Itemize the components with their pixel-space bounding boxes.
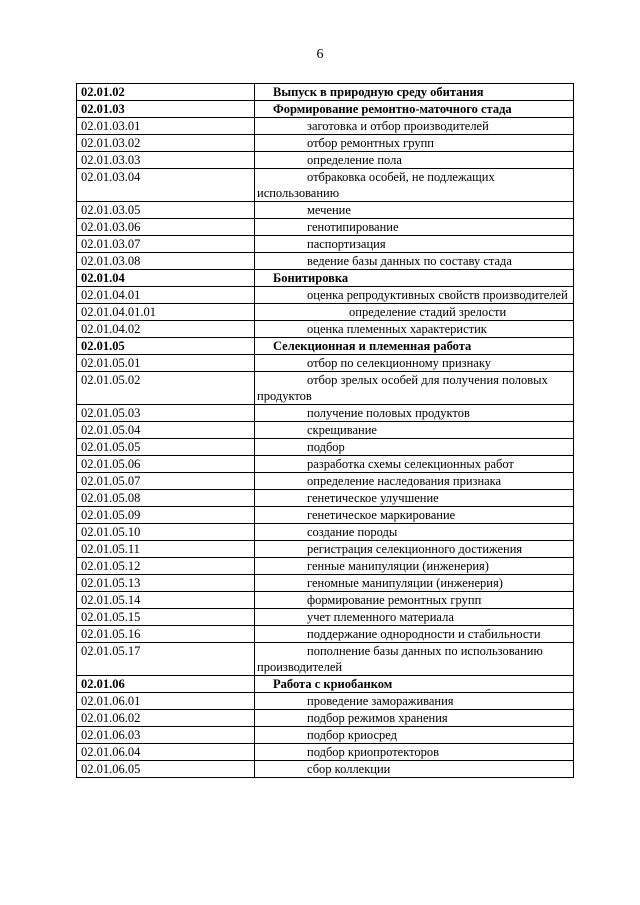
row-code: 02.01.05.06 [77,456,255,473]
table-row [77,439,574,456]
row-description-cell [255,643,574,676]
row-code: 02.01.05.11 [77,541,255,558]
row-description: генетическое улучшение [307,491,439,505]
table-row [77,236,574,253]
row-code: 02.01.03 [77,101,255,118]
row-code: 02.01.05.05 [77,439,255,456]
row-description: создание породы [307,525,398,539]
table-row [77,575,574,592]
table-row [77,727,574,744]
row-description-cell [255,84,574,101]
row-code: 02.01.05.02 [77,372,255,405]
row-description: учет племенного материала [307,610,454,624]
row-description: скрещивание [307,423,377,437]
row-code: 02.01.05.15 [77,609,255,626]
row-description: Формирование ремонтно-маточного стада [273,102,512,116]
row-code: 02.01.02 [77,84,255,101]
row-description-cell [255,439,574,456]
row-code: 02.01.06.05 [77,761,255,778]
row-description: генетическое маркирование [307,508,456,522]
table-row [77,152,574,169]
row-description: заготовка и отбор производителей [307,119,489,133]
row-description: оценка репродуктивных свойств производителей [307,288,568,302]
classification-table [76,83,574,778]
row-code: 02.01.05.12 [77,558,255,575]
row-description: определение стадий зрелости [349,305,507,319]
row-code: 02.01.05.17 [77,643,255,676]
row-description-cell [255,338,574,355]
row-code: 02.01.06.02 [77,710,255,727]
row-description: Работа с криобанком [273,677,393,691]
row-description: формирование ремонтных групп [307,593,482,607]
row-code: 02.01.03.08 [77,253,255,270]
table-row [77,507,574,524]
row-description: подбор [307,440,345,454]
row-code: 02.01.03.06 [77,219,255,236]
row-description: подбор режимов хранения [307,711,448,725]
row-code: 02.01.04.01 [77,287,255,304]
table-row [77,321,574,338]
row-description: определение наследования признака [307,474,502,488]
row-description-cell [255,592,574,609]
row-code: 02.01.05.08 [77,490,255,507]
table-row [77,524,574,541]
table-row [77,609,574,626]
row-description-cell [255,236,574,253]
row-description: подбор криосред [307,728,398,742]
row-code: 02.01.06.01 [77,693,255,710]
row-description-cell [255,287,574,304]
table-row [77,405,574,422]
row-description: проведение замораживания [307,694,454,708]
row-description-cell [255,744,574,761]
row-code: 02.01.05.01 [77,355,255,372]
row-description-cell [255,575,574,592]
row-code: 02.01.06.04 [77,744,255,761]
row-description-cell [255,405,574,422]
row-description: разработка схемы селекционных работ [307,457,514,471]
row-description-cell [255,473,574,490]
row-description-cell [255,355,574,372]
row-description: геномные манипуляции (инженерия) [307,576,503,590]
table-row [77,490,574,507]
row-description: генотипирование [307,220,399,234]
table-row [77,355,574,372]
table-row [77,744,574,761]
table-row [77,287,574,304]
table-row [77,626,574,643]
table-row [77,558,574,575]
row-code: 02.01.06 [77,676,255,693]
row-code: 02.01.05 [77,338,255,355]
table-row [77,592,574,609]
row-code: 02.01.03.04 [77,169,255,202]
row-description: Селекционная и племенная работа [273,339,472,353]
row-description: оценка племенных характеристик [307,322,487,336]
table-row [77,253,574,270]
row-description: генные манипуляции (инженерия) [307,559,489,573]
row-description: регистрация селекционного достижения [307,542,523,556]
row-description: поддержание однородности и стабильности [307,627,541,641]
row-description-cell [255,372,574,405]
row-code: 02.01.04 [77,270,255,287]
row-description: ведение базы данных по составу стада [307,254,512,268]
table-row [77,693,574,710]
row-description: отбор ремонтных групп [307,136,434,150]
row-code: 02.01.05.04 [77,422,255,439]
row-code: 02.01.03.07 [77,236,255,253]
row-description-cell [255,152,574,169]
row-code: 02.01.03.01 [77,118,255,135]
row-description-cell [255,118,574,135]
table-row [77,270,574,287]
table-body [77,84,574,778]
row-description-cell [255,727,574,744]
row-description-cell [255,676,574,693]
table-row [77,135,574,152]
row-description-cell [255,219,574,236]
table-row [77,643,574,676]
table-row [77,761,574,778]
row-code: 02.01.03.03 [77,152,255,169]
row-code: 02.01.05.07 [77,473,255,490]
row-description: мечение [307,203,351,217]
table-row [77,202,574,219]
row-description-cell [255,626,574,643]
table-row [77,338,574,355]
table-row [77,101,574,118]
table-row [77,372,574,405]
row-description-cell [255,321,574,338]
row-description-cell [255,169,574,202]
row-code: 02.01.05.03 [77,405,255,422]
row-code: 02.01.04.01.01 [77,304,255,321]
row-code: 02.01.05.16 [77,626,255,643]
table-row [77,541,574,558]
row-description: отбор зрелых особей для получения половых продуктов [257,373,548,403]
table-row [77,219,574,236]
row-description-cell [255,456,574,473]
row-code: 02.01.05.13 [77,575,255,592]
row-description-cell [255,609,574,626]
row-code: 02.01.03.05 [77,202,255,219]
row-description-cell [255,761,574,778]
table-row [77,422,574,439]
table-row [77,118,574,135]
row-code: 02.01.05.14 [77,592,255,609]
row-description-cell [255,253,574,270]
row-description-cell [255,524,574,541]
row-description: подбор криопротекторов [307,745,440,759]
row-code: 02.01.05.10 [77,524,255,541]
table-row [77,304,574,321]
table-row [77,456,574,473]
row-description: отбраковка особей, не подлежащих использованию [257,170,495,200]
row-description-cell [255,507,574,524]
row-description-cell [255,304,574,321]
table-row [77,473,574,490]
page-number: 6 [316,47,324,62]
row-description: пополнение базы данных по использованию производителей [257,644,543,674]
row-description-cell [255,490,574,507]
row-description: сбор коллекции [307,762,391,776]
row-description: Бонитировка [273,271,349,285]
row-description-cell [255,202,574,219]
row-description-cell [255,710,574,727]
row-code: 02.01.06.03 [77,727,255,744]
row-code: 02.01.03.02 [77,135,255,152]
row-description: Выпуск в природную среду обитания [273,85,484,99]
row-description-cell [255,693,574,710]
row-description: определение пола [307,153,402,167]
row-description-cell [255,422,574,439]
row-description: отбор по селекционному признаку [307,356,491,370]
row-description: паспортизация [307,237,386,251]
row-description: получение половых продуктов [307,406,470,420]
table-row [77,676,574,693]
row-code: 02.01.04.02 [77,321,255,338]
row-description-cell [255,541,574,558]
row-description-cell [255,270,574,287]
row-description-cell [255,558,574,575]
row-description-cell [255,135,574,152]
table-row [77,169,574,202]
row-description-cell [255,101,574,118]
row-code: 02.01.05.09 [77,507,255,524]
table-row [77,710,574,727]
table-row [77,84,574,101]
